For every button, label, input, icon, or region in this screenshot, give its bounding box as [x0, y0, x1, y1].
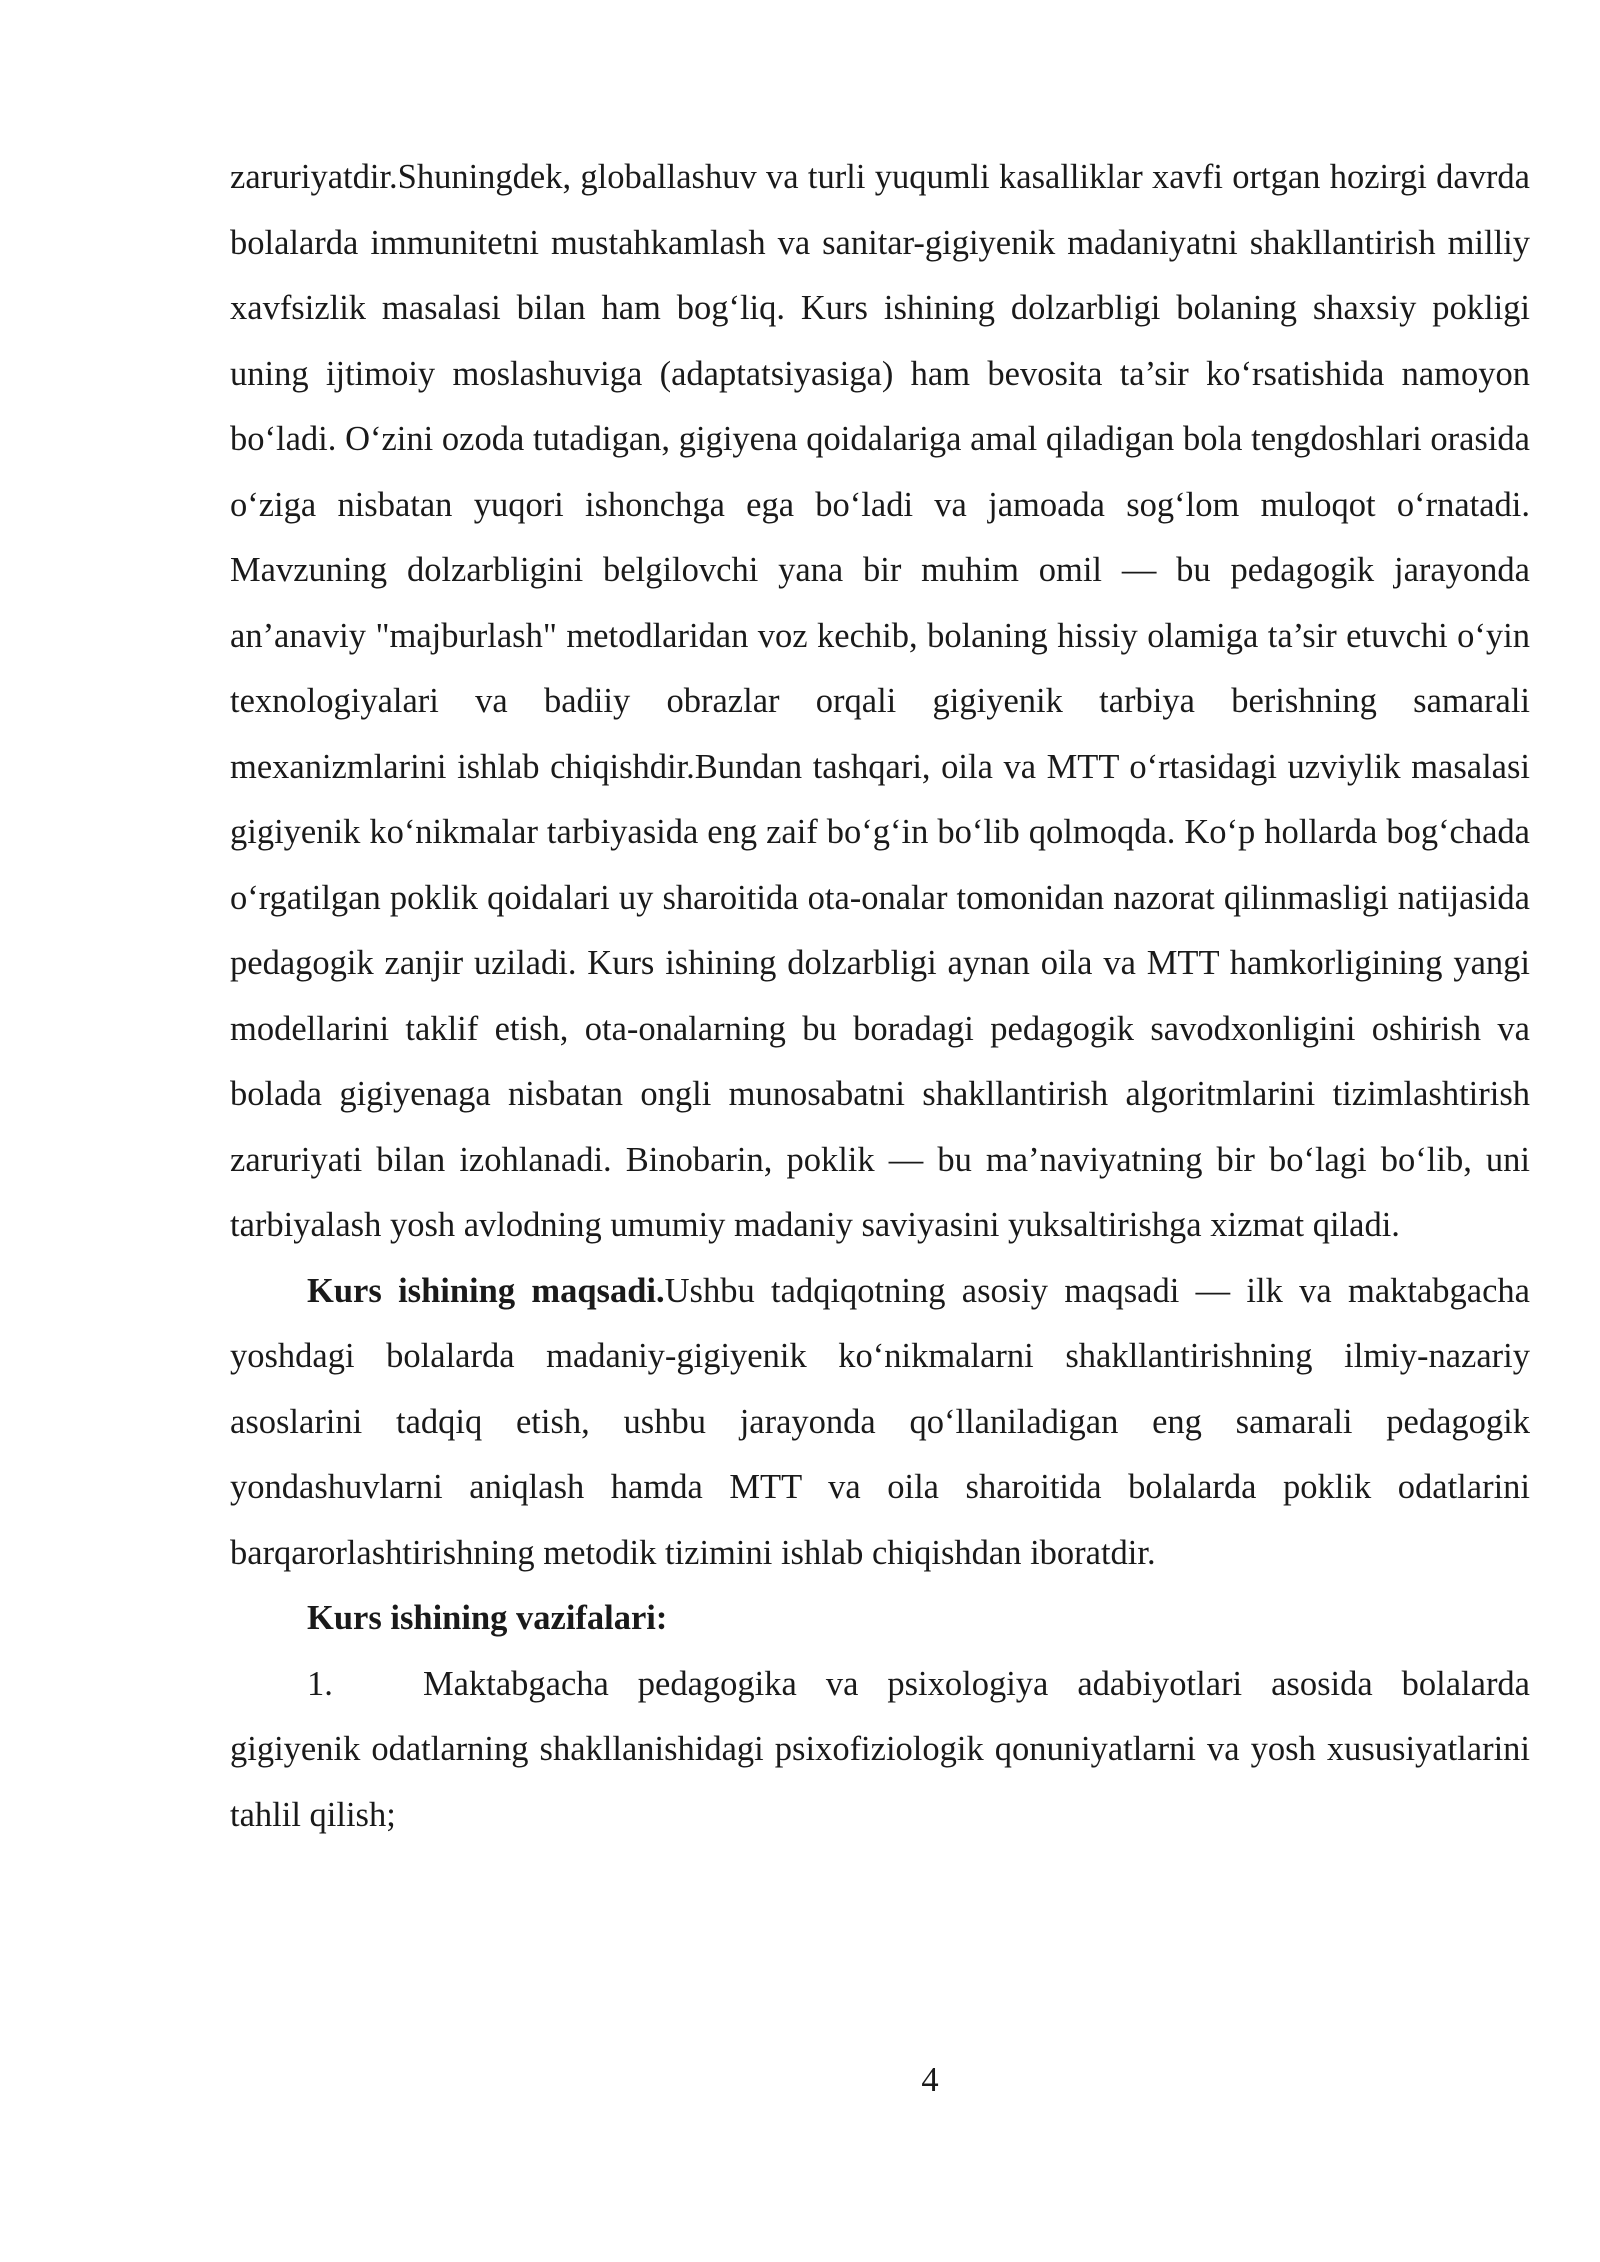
list-item-text: Maktabgacha pedagogika va psixologiya adabiyotlari asosida bolalarda gigiyenik odatlarning shakllanishidagi psixofiziologik qonuniyatlarni va yosh xususiyatlarini tahlil qilish; [230, 1664, 1530, 1834]
goal-heading: Kurs ishining maqsadi. [307, 1271, 665, 1310]
page-number: 4 [921, 2061, 939, 2099]
body-text [230, 145, 1530, 1848]
tasks-heading: Kurs ishining vazifalari: [307, 1599, 668, 1637]
goal-text: Ushbu tadqiqotning asosiy maqsadi — ilk va maktabgacha yoshdagi bolalarda madaniy-gigiyenik ko‘nikmalarni shakllantirishning ilmiy-nazariy asoslarini tadqiq etish, ushbu jarayonda qo‘llaniladigan eng samarali pedagogik yondashuvlarni aniqlash hamda MTT va oila sharoitida bolalarda poklik odatlarini barqarorlashtirishning metodik tizimini ishlab chiqishdan iboratdir. [230, 1271, 1530, 1572]
paragraph-tasks-heading [230, 1586, 1530, 1652]
paragraph-relevance: zaruriyatdir.Shuningdek, globallashuv va turli yuqumli kasalliklar xavfi ortgan hozirgi davrda bolalarda immunitetni mustahkamlash va sanitar-gigiyenik madaniyatni shakllantirish milliy xavfsizlik masalasi bilan ham bog‘liq. Kurs ishining dolzarbligi bolaning shaxsiy pokligi uning ijtimoiy moslashuviga (adaptatsiyasiga) ham bevosita ta’sir ko‘rsatishida namoyon bo‘ladi. O‘zini ozoda tutadigan, gigiyena qoidalariga amal qiladigan bola tengdoshlari orasida o‘ziga nisbatan yuqori ishonchga ega bo‘ladi va jamoada sog‘lom muloqot o‘rnatadi. Mavzuning dolzarbligini belgilovchi yana bir muhim omil — bu pedagogik jarayonda an’anaviy "majburlash" metodlaridan voz kechib, bolaning hissiy olamiga ta’sir etuvchi o‘yin texnologiyalari va badiiy obrazlar orqali gigiyenik tarbiya berishning samarali mexanizmlarini ishlab chiqishdir.Bundan tashqari, oila va MTT o‘rtasidagi uzviylik masalasi gigiyenik ko‘nikmalar tarbiyasida eng zaif bo‘g‘in bo‘lib qolmoqda. Ko‘p hollarda bog‘chada o‘rgatilgan poklik qoidalari uy sharoitida ota-onalar tomonidan nazorat qilinmasligi natijasida pedagogik zanjir uziladi. Kurs ishining dolzarbligi aynan oila va MTT hamkorligining yangi modellarini taklif etish, ota-onalarning bu boradagi pedagogik savodxonligini oshirish va bolada gigiyenaga nisbatan ongli munosabatni shakllantirish algoritmlarini tizimlashtirish zaruriyati bilan izohlanadi. Binobarin, poklik — bu ma’naviyatning bir bo‘lagi bo‘lib, uni tarbiyalash yosh avlodning umumiy madaniy saviyasini yuksaltirishga xizmat qiladi. [230, 158, 1530, 1244]
paragraph-goal [230, 1259, 1530, 1587]
list-item [230, 1652, 1530, 1849]
list-item-number: 1. [307, 1664, 333, 1703]
